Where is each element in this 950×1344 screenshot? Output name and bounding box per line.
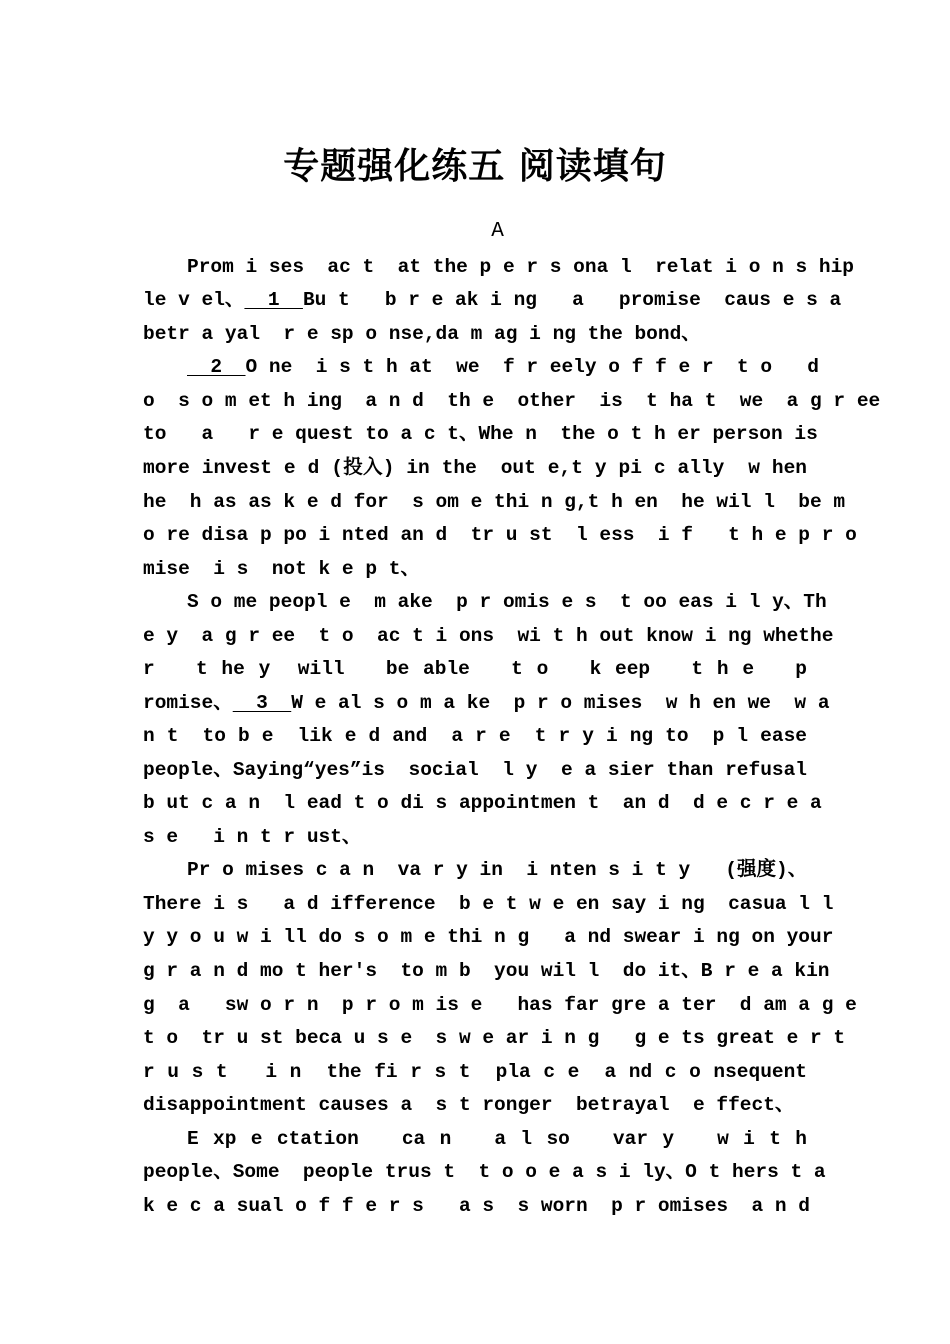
line-text: S o me peopl e m ake p r omis e s t oo eas i l y、Th	[187, 591, 827, 613]
line-text: t o tr u st beca u s e s w e ar i n g g e ts great e r t	[143, 1027, 846, 1049]
passage-line	[143, 285, 842, 315]
passage-line	[187, 352, 819, 382]
line-text: There i s a d ifference b e t w e en say i ng casua l l	[143, 893, 834, 915]
passage-line	[187, 1124, 807, 1154]
line-text: O ne i s t h at we f r eely o f f e r t o d	[245, 356, 819, 378]
passage-line	[143, 1191, 811, 1221]
passage-line	[143, 788, 822, 818]
passage-line	[143, 487, 846, 517]
line-text: W e al s o m a ke p r o mises w h en we w a	[291, 692, 830, 714]
passage-line	[143, 319, 807, 349]
line-text: o s o m et h ing a n d th e other is t ha t we a g r ee	[143, 390, 881, 412]
line-text: more invest e d (投入) in the out e,t y pi c ally w hen	[143, 457, 807, 479]
passage-line	[143, 654, 807, 684]
answer-blank: 3	[232, 692, 292, 714]
passage-line	[143, 1023, 846, 1053]
passage-line	[143, 956, 830, 986]
line-text: romise、	[143, 692, 233, 714]
page-title: 专题强化练五 阅读填句	[283, 145, 667, 187]
passage-line	[143, 990, 857, 1020]
line-text: Bu t b r e ak i ng a promise caus e s a	[302, 289, 842, 311]
line-text: le v el、	[143, 289, 245, 311]
line-text: o re disa p po i nted an d tr u st l ess i f t h e p r o	[143, 524, 857, 546]
passage-line	[143, 822, 807, 852]
passage-line	[143, 1057, 807, 1087]
line-text: Prom i ses ac t at the p e r s ona l relat i o n s hip	[187, 256, 855, 278]
passage-line	[143, 688, 830, 718]
section-label: A	[491, 220, 504, 243]
answer-blank: 2	[187, 356, 246, 378]
passage-line	[143, 621, 834, 651]
passage-line	[143, 554, 807, 584]
passage-line	[143, 520, 857, 550]
line-text: mise i s not k e p t、	[143, 558, 420, 580]
passage-line	[143, 755, 807, 785]
line-text: e y a g r ee t o ac t i ons wi t h out know i ng whethe	[143, 625, 834, 647]
line-text: r t he y will be able t o k eep t h e p	[143, 658, 807, 680]
passage-line	[143, 889, 834, 919]
passage-line	[143, 1157, 826, 1187]
passage-line	[187, 855, 807, 885]
passage-line	[187, 587, 827, 617]
line-text: betr a yal r e sp o nse,da m ag i ng the bond、	[143, 323, 701, 345]
line-text: Pr o mises c a n va r y in i nten s i t y (强度)、	[187, 859, 808, 881]
line-text: people、Saying“yes”is social l y e a sier than refusal	[143, 759, 807, 781]
line-text: k e c a sual o f f e r s a s s worn p r omises a n d	[143, 1195, 811, 1217]
passage-line	[143, 1090, 807, 1120]
line-text: he h as as k e d for s om e thi n g,t h en he wil l be m	[143, 491, 846, 513]
passage-line	[143, 922, 834, 952]
line-text: to a r e quest to a c t、Whe n the o t h er person is	[143, 423, 818, 445]
line-text: E xp e ctation ca n a l so var y w i t h	[187, 1128, 807, 1150]
line-text: disappointment causes a s t ronger betrayal e ffect、	[143, 1094, 795, 1116]
passage-line	[143, 721, 807, 751]
line-text: g r a n d mo t her's to m b you wil l do it、B r e a kin	[143, 960, 830, 982]
line-text: s e i n t r ust、	[143, 826, 362, 848]
passage-line	[143, 419, 818, 449]
line-text: n t to b e lik e d and a r e t r y i ng to p l ease	[143, 725, 807, 747]
line-text: r u s t i n the fi r s t pla c e a nd c o nsequent	[143, 1061, 807, 1083]
line-text: y y o u w i ll do s o m e thi n g a nd swear i ng on your	[143, 926, 834, 948]
passage-line	[143, 386, 881, 416]
passage-line	[187, 252, 855, 282]
passage-line	[143, 453, 807, 483]
line-text: b ut c a n l ead t o di s appointmen t an d d e c r e a	[143, 792, 822, 814]
line-text: g a sw o r n p r o m is e has far gre a ter d am a g e	[143, 994, 857, 1016]
line-text: people、Some people trus t t o o e a s i ly、O t hers t a	[143, 1161, 826, 1183]
answer-blank: 1	[244, 289, 303, 311]
